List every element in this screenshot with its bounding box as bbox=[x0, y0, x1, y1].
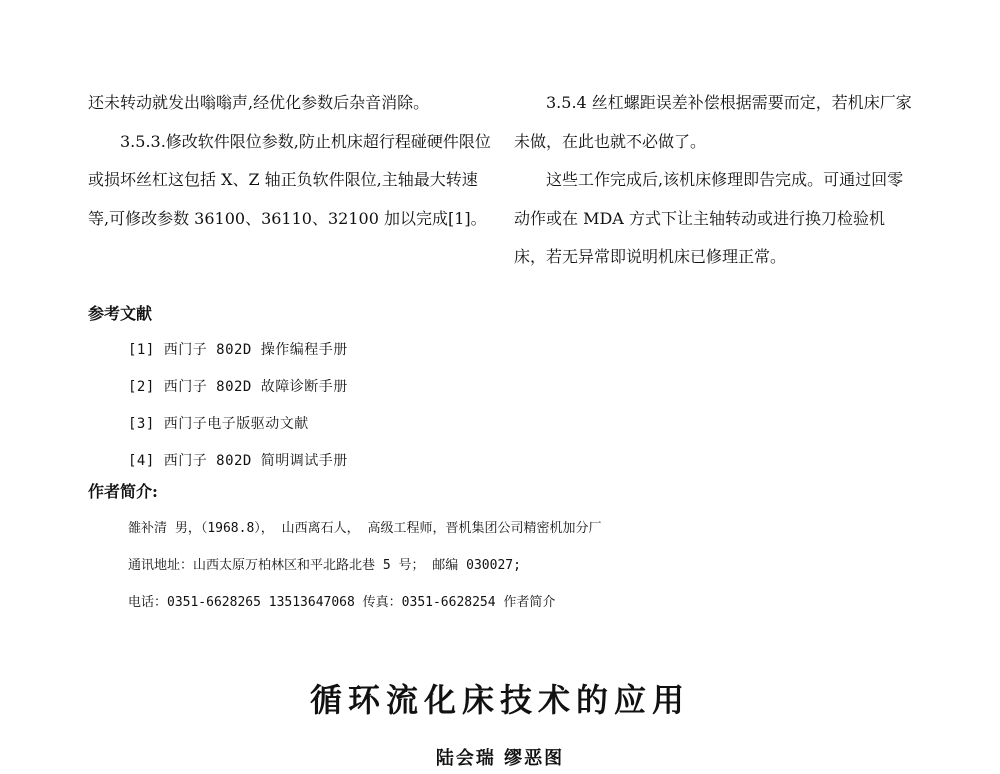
reference-item: [4] 西门子 802D 简明调试手册 bbox=[128, 453, 348, 469]
right-column bbox=[514, 84, 914, 277]
author-intro-line: 通讯地址：山西太原万柏林区和平北路北巷 5 号； 邮编 030027; bbox=[128, 558, 521, 573]
reference-item: [3] 西门子电子版驱动文献 bbox=[128, 416, 309, 432]
paragraph bbox=[514, 161, 914, 277]
next-article-title: 循环流化床技术的应用 bbox=[309, 681, 690, 719]
author-intro-line: 电话：0351-6628265 13513647068 传真：0351-6628254 作者简介 bbox=[128, 595, 556, 610]
references-section bbox=[88, 296, 928, 480]
paragraph bbox=[88, 123, 498, 239]
references-heading: 参考文献 bbox=[88, 304, 153, 323]
paragraph-text: 3.5.4 丝杠螺距误差补偿根据需要而定，若机床厂家未做，在此也就不必做了。 bbox=[514, 93, 912, 151]
reference-item: [2] 西门子 802D 故障诊断手册 bbox=[128, 379, 348, 395]
references-list bbox=[88, 332, 928, 480]
reference-item: [1] 西门子 802D 操作编程手册 bbox=[128, 342, 348, 358]
author-intro-line: 雒补清 男，（1968.8）， 山西离石人， 高级工程师，晋机集团公司精密机加分厂 bbox=[128, 521, 602, 536]
author-intro-section bbox=[88, 474, 968, 621]
paragraph bbox=[514, 84, 914, 161]
paragraph: 还未转动就发出嗡嗡声,经优化参数后杂音消除。 bbox=[88, 93, 430, 112]
author-intro-lines bbox=[88, 510, 968, 621]
paragraph-text: 3.5.3.修改软件限位参数,防止机床超行程碰硬件限位或损坏丝杠这包括 X、Z 轴正负软件限位,主轴最大转速等,可修改参数 36100、36110、32100 加以完成[1]。 bbox=[88, 131, 491, 228]
author-intro-heading: 作者简介: bbox=[88, 482, 158, 501]
next-article-authors: 陆会瑞 缪恶图 bbox=[435, 748, 565, 769]
paragraph-text: 这些工作完成后,该机床修理即告完成。可通过回零动作或在 MDA 方式下让主轴转动或进行换刀检验机床，若无异常即说明机床已修理正常。 bbox=[514, 170, 904, 266]
left-column bbox=[88, 84, 498, 238]
